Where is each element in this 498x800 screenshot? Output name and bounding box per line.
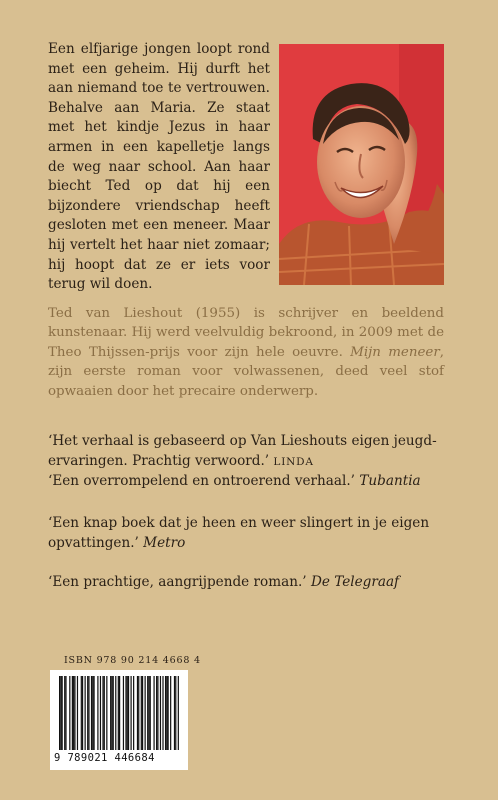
barcode-bar (60, 676, 61, 750)
quote-source: Tubantia (359, 473, 421, 489)
barcode-bar (88, 676, 89, 750)
bio-book-title: Mijn meneer (350, 344, 440, 360)
quote-source: LINDA (273, 455, 314, 468)
barcode-bar (145, 676, 146, 750)
quote-text: ‘Een prachtige, aangrijpende roman.’ (48, 574, 307, 590)
bio-part-1: Ted van Lieshout (1955) is schrijver en beeldend kunstenaar. Hij werd veelvuldig bekroond, in 2009 met de Theo Thijssen-prijs voor zijn hele oeuvre. (48, 306, 444, 360)
barcode-bar (118, 676, 119, 750)
barcode-bar (178, 676, 179, 750)
barcode-bar (110, 676, 111, 750)
barcode-bar (147, 676, 148, 750)
barcode-bar (165, 676, 166, 750)
barcode-bar (166, 676, 167, 750)
barcode-bar (111, 676, 112, 750)
barcode-bar (69, 676, 70, 750)
barcode-bar (62, 676, 63, 750)
barcode-bar (100, 676, 101, 750)
barcode (50, 670, 188, 770)
barcode-bar (148, 676, 149, 750)
barcode-bars (59, 676, 179, 750)
barcode-bar (77, 676, 78, 750)
author-biography (48, 304, 444, 401)
barcode-bar (119, 676, 120, 750)
barcode-bar (115, 676, 116, 750)
barcode-bar (157, 676, 158, 750)
barcode-bar (168, 676, 169, 750)
barcode-bar (64, 676, 65, 750)
barcode-bar (65, 676, 66, 750)
barcode-bar (174, 676, 175, 750)
barcode-bar (138, 676, 139, 750)
author-portrait-illustration (279, 44, 444, 285)
barcode-bar (74, 676, 75, 750)
barcode-bar (162, 676, 163, 750)
barcode-bar (160, 676, 161, 750)
quote-source: De Telegraaf (310, 574, 400, 590)
review-quote-2 (48, 472, 444, 492)
barcode-bar (153, 676, 154, 750)
quote-text: ‘Een overrompelend en ontroerend verhaal.’ (48, 473, 356, 489)
barcode-bar (59, 676, 60, 750)
barcode-bar (150, 676, 151, 750)
barcode-bar (123, 676, 124, 750)
barcode-bar (72, 676, 73, 750)
isbn-label: ISBN 978 90 214 4668 4 (64, 655, 201, 666)
review-quote-1 (48, 432, 444, 472)
barcode-bar (81, 676, 82, 750)
back-cover-blurb: Een elfjarige jongen loopt rond met een geheim. Hij durft het aan niemand toe te vertrouwen. Behalve aan Maria. Ze staat met het kindje Jezus in haar armen in een kapelletje langs de weg naar school. Aan haar biecht Ted op dat hij een bijzondere vriendschap heeft gesloten met een meneer. Maar hij vertelt het haar niet zomaar; hij hoopt dat ze er iets voor terug wil doen. (48, 41, 270, 293)
barcode-bar (102, 676, 103, 750)
barcode-bar (106, 676, 107, 750)
barcode-bar (85, 676, 86, 750)
barcode-bar (141, 676, 142, 750)
barcode-bar (92, 676, 93, 750)
barcode-bar (73, 676, 74, 750)
barcode-bar (82, 676, 83, 750)
review-quote-4 (48, 573, 444, 593)
bio-part-2: , zijn eerste roman voor volwassenen, deed veel stof opwaaien door het precaire onderwerp. (48, 344, 444, 399)
barcode-bar (170, 676, 171, 750)
barcode-bar (142, 676, 143, 750)
quote-text: ‘Een knap boek dat je heen en weer slingert in je eigen opvattingen.’ (48, 515, 430, 551)
barcode-bar (125, 676, 126, 750)
barcode-bar (128, 676, 129, 750)
barcode-bar (97, 676, 98, 750)
barcode-bar (175, 676, 176, 750)
barcode-bar (156, 676, 157, 750)
barcode-bar (127, 676, 128, 750)
barcode-bar (93, 676, 94, 750)
barcode-bar (133, 676, 134, 750)
author-photo (279, 44, 444, 285)
barcode-digits: 9 789021 446684 (54, 752, 155, 764)
quote-source: Metro (143, 534, 186, 551)
barcode-bar (91, 676, 92, 750)
barcode-bar (87, 676, 88, 750)
barcode-bar (113, 676, 114, 750)
review-quote-3 (48, 514, 444, 553)
barcode-bar (137, 676, 138, 750)
barcode-bar (104, 676, 105, 750)
quote-text: ‘Het verhaal is gebaseerd op Van Lieshouts eigen jeugdervaringen. Prachtig verwoord.’ (48, 433, 437, 469)
barcode-bar (130, 676, 131, 750)
